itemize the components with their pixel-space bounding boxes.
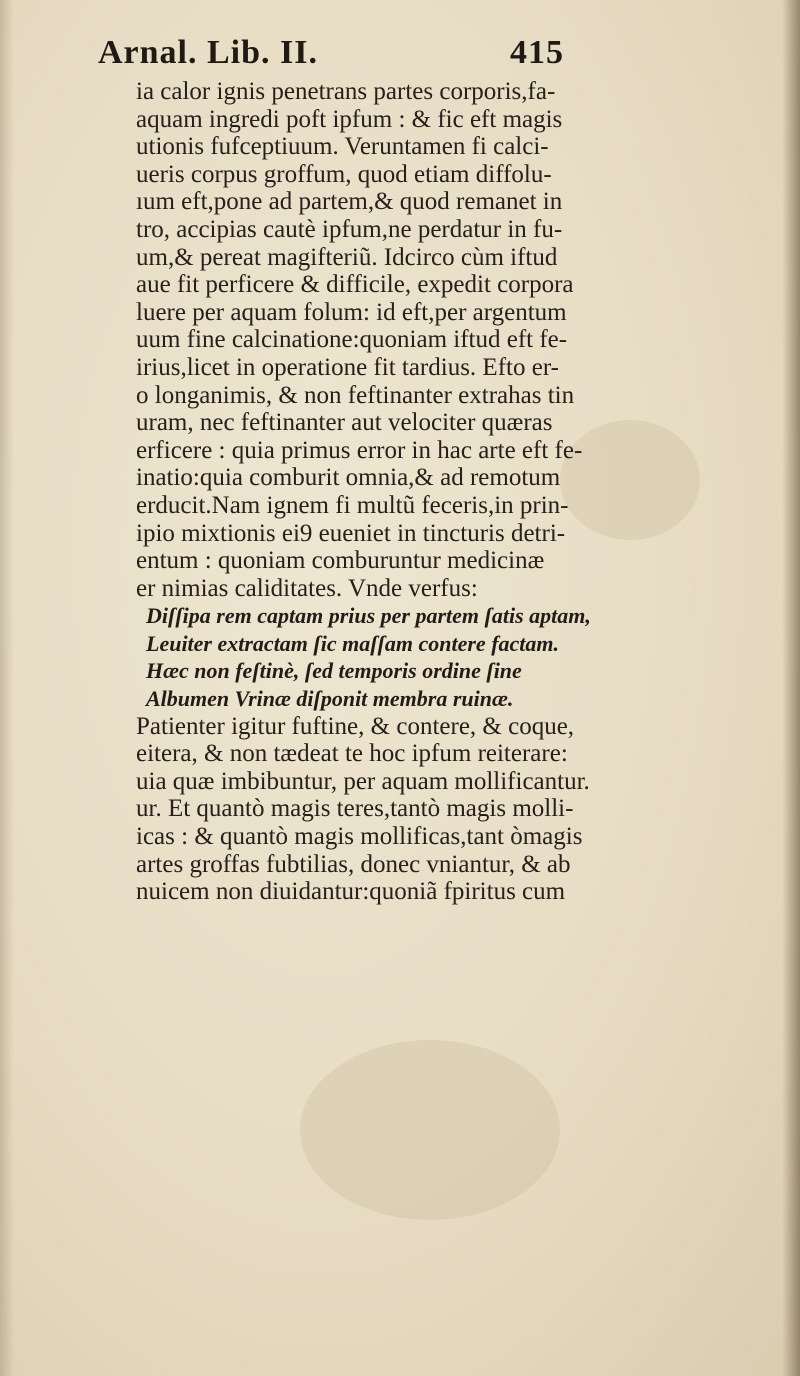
text-line: artes groffas fubtilias, donec vniantur, & ab	[136, 850, 571, 878]
text-line: uia quæ imbibuntur, per aquam mollificantur.	[136, 767, 590, 795]
page-gutter-shadow	[782, 0, 800, 1376]
text-line: ueris corpus groffum, quod etiam diffolu-	[136, 160, 552, 188]
page-header	[98, 34, 598, 80]
text-line: uum fine calcinatione:quoniam iftud eft fe-	[136, 326, 568, 354]
text-line: ipio mixtionis ei9 eueniet in tincturis detri-	[136, 519, 566, 547]
body-text	[136, 78, 636, 906]
text-line: irius,licet in operatione fit tardius. Efto er-	[136, 353, 559, 381]
text-line: entum : quoniam comburuntur medicinæ	[136, 547, 545, 575]
text-line: ia calor ignis penetrans partes corporis,fa-	[136, 78, 556, 105]
text-line: utionis fufceptiuum. Veruntamen fi calci-	[136, 133, 549, 161]
text-line: nuicem non diuidantur:quoniã fpiritus cum	[136, 878, 566, 906]
text-line: aquam ingredi poft ipfum : & fic eft magis	[136, 105, 563, 133]
verse-line: Hæc non feſtinè, ſed temporis ordine ſine	[146, 658, 522, 684]
page-left-edge	[0, 0, 14, 1376]
verse-line: Diſſipa rem captam prius per partem ſatis aptam,	[146, 603, 591, 629]
verse-line: Albumen Vrinæ diſponit membra ruinæ.	[146, 686, 514, 712]
text-line: erducit.Nam ignem fi multũ feceris,in prin-	[136, 491, 569, 519]
running-head: Arnal. Lib. II.	[98, 34, 318, 71]
text-line: er nimias caliditates. Vnde verfus:	[136, 574, 478, 602]
text-line: uram, nec feftinanter aut velociter quæras	[136, 409, 553, 437]
text-line: Patienter igitur fuftine, & contere, & coque,	[136, 712, 575, 740]
paper-stain	[300, 1040, 560, 1220]
verse-line: Leuiter extractam ſic maſſam contere factam.	[146, 630, 560, 656]
text-line: ıum eft,pone ad partem,& quod remanet in	[136, 188, 563, 216]
text-line: eitera, & non tædeat te hoc ipfum reiterare:	[136, 740, 568, 768]
text-line: icas : & quantò magis mollificas,tant òmagis	[136, 823, 583, 851]
text-line: inatio:quia comburit omnia,& ad remotum	[136, 464, 561, 492]
text-line: ur. Et quantò magis teres,tantò magis molli-	[136, 795, 574, 823]
text-line: tro, accipias cautè ipfum,ne perdatur in fu-	[136, 215, 563, 243]
text-line: o longanimis, & non feftinanter extrahas tin	[136, 381, 575, 409]
page-number: 415	[510, 34, 564, 71]
text-line: luere per aquam folum: id eft,per argentum	[136, 298, 567, 326]
text-line: um,& pereat magifteriũ. Idcirco cùm iftud	[136, 243, 558, 271]
text-line: aue fit perficere & difficile, expedit corpora	[136, 271, 574, 299]
text-line: erficere : quia primus error in hac arte eft fe-	[136, 436, 583, 464]
